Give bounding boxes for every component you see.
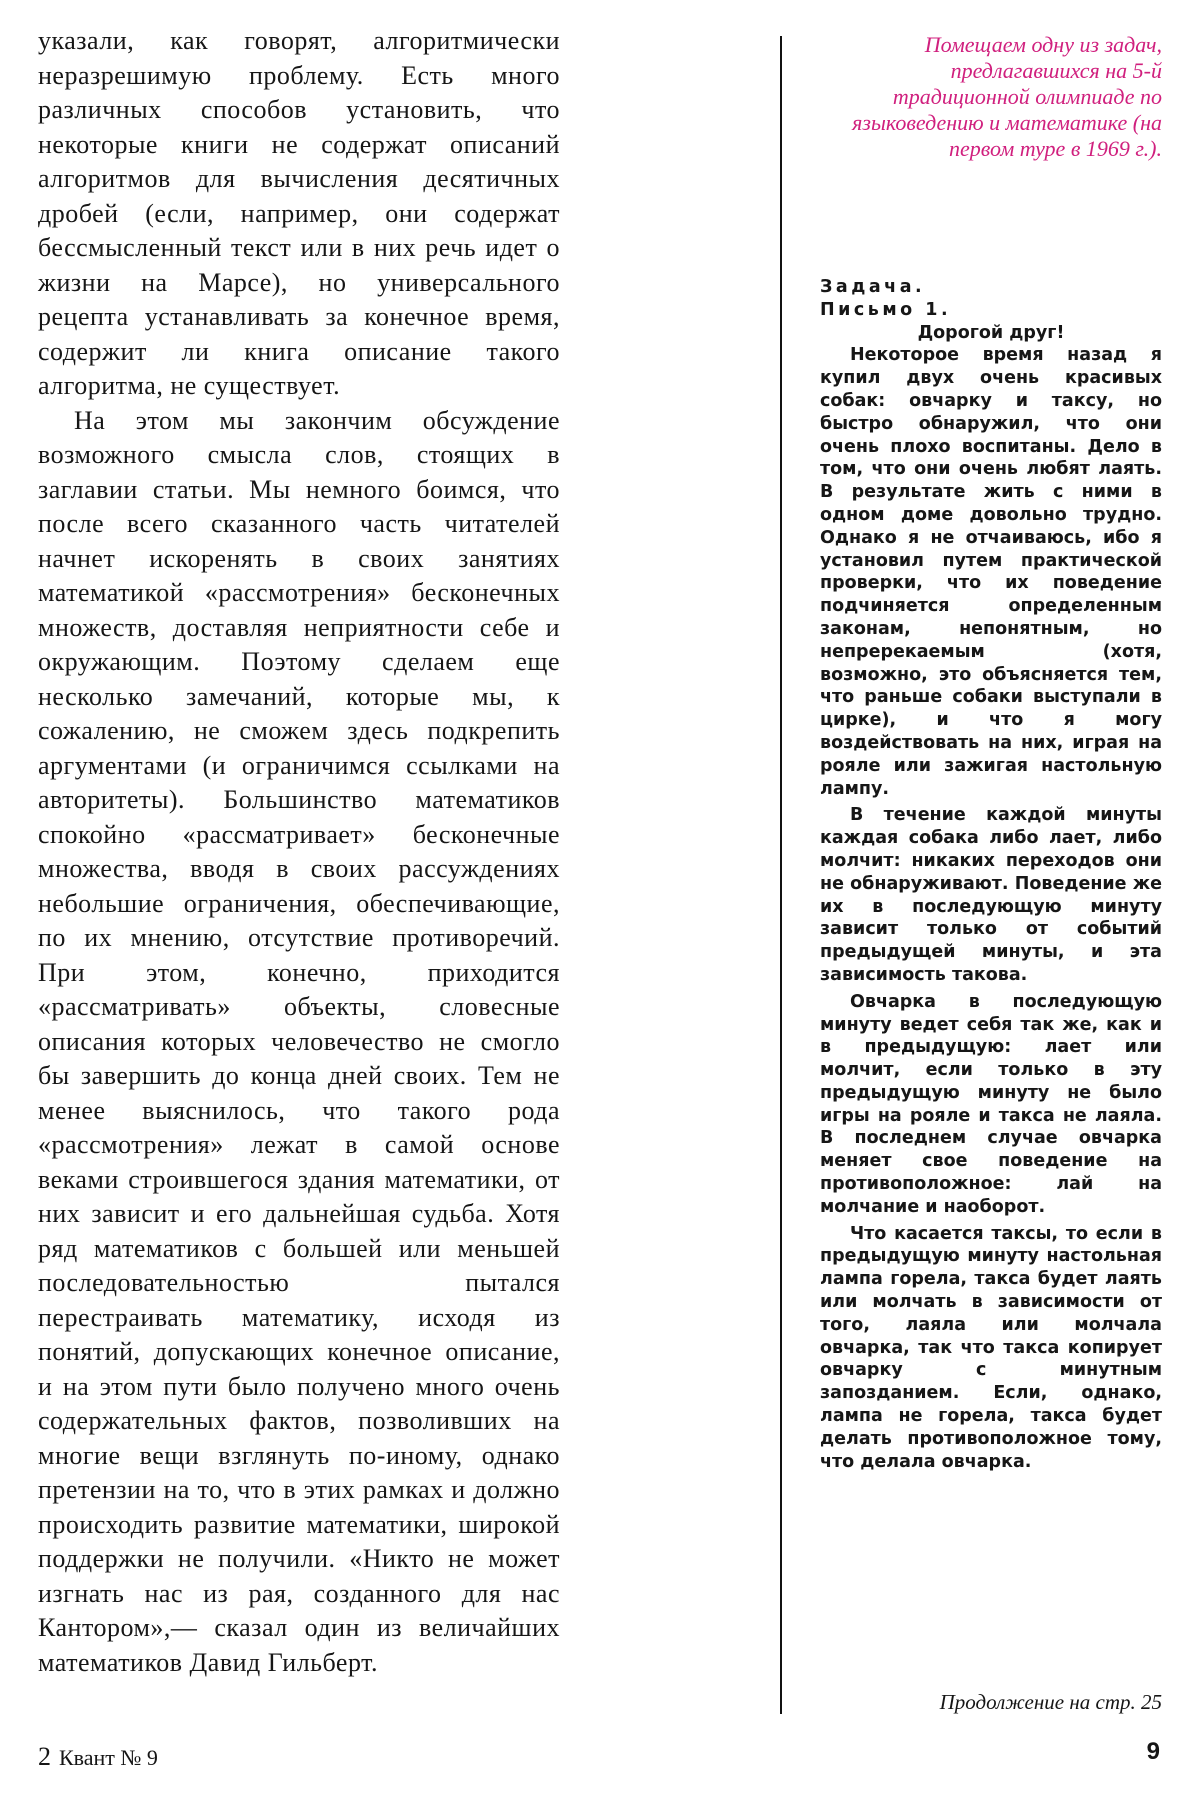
- letter-paragraph: Овчарка в последующую минуту ведет себя так же, как и в предыдущую: лает или молчит, если только в эту предыдущую минуту не было игры на рояле и такса не лаяла. В последнем случае овчарка меняет свое поведение на противоположное: лай на молчание и наоборот.: [820, 991, 1162, 1217]
- print-signature: [38, 1742, 158, 1772]
- article-paragraph: указали, как говорят, алгоритмически неразрешимую проблему. Есть много различных способов установить, что некоторые книги не содержат описаний алгоритмов для вычисления десятичных дробей (если, например, они содержат бессмысленный текст или в них речь идет о жизни на Марсе), но универсального рецепта устанавливать за конечное время, содержит ли книга описание такого алгоритма, не существует.: [38, 26, 560, 400]
- continued-note: Продолжение на стр. 25: [939, 1690, 1162, 1714]
- task-heading: Задача.: [820, 277, 926, 297]
- editorial-intro: Помещаем одну из задач, предлагавшихся на 5-й традиционной олимпиаде по языковедению и математике (на первом туре в 1969 г.).: [852, 32, 1162, 161]
- letter-paragraph: Что касается таксы, то если в предыдущую минуту настольная лампа горела, такса будет лаять или молчать в зависимости от того, лаяла или молчала овчарка, так что такса копирует овчарку с минутным запозданием. Если, однако, лампа не горела, такса будет делать противоположное тому, что делала овчарка.: [820, 1223, 1162, 1472]
- letter-greeting: Дорогой друг!: [917, 322, 1065, 343]
- letter-heading: Письмо 1.: [820, 299, 952, 320]
- main-article-column: [38, 24, 560, 1680]
- letter-paragraph: Некоторое время назад я купил двух очень красивых собак: овчарку и таксу, но быстро обнаружил, что они очень плохо воспитаны. Дело в том, что они очень любят лаять. В результате жить с ними в одном доме довольно трудно. Однако я не отчаиваюсь, ибо я установил путем практической проверки, что их поведение подчиняется определенным законам, непонятным, но непререкаемым (хотя, возможно, это объясняется тем, что раньше собаки выступали в цирке), и что я могу воздействовать на них, играя на рояле или зажигая настольную лампу.: [820, 345, 1162, 799]
- article-paragraph: На этом мы закончим обсуждение возможного смысла слов, стоящих в заглавии статьи. Мы немного боимся, что после всего сказанного часть читателей начнет искоренять в своих занятиях математикой «рассмотрения» бесконечных множеств, доставляя неприятности себе и окружающим. Поэтому сделаем еще несколько замечаний, которые мы, к сожалению, не сможем здесь подкрепить аргументами (и ограничимся ссылками на авторитеты). Большинство математиков спокойно «рассматривает» бесконечные множества, вводя в своих рассуждениях небольшие ограничения, обеспечивающие, по их мнению, отсутствие противоречий. При этом, конечно, приходится «рассматривать» объекты, словесные описания которых человечество не смогло бы завершить до конца дней своих. Тем не менее выяснилось, что такого рода «рассмотрения» лежат в самой основе веками строившегося здания математики, от них зависит и его дальнейшая судьба. Хотя ряд математиков с большей или меньшей последовательностью пытался перестраивать математику, исходя из понятий, допускающих конечное описание, и на этом пути было получено много очень содержательных фактов, позволивших на многие вещи взглянуть по-иному, однако претензии на то, что в этих рамках и должно происходить развитие математики, широкой поддержки не получили. «Никто не может изгнать нас из рая, созданного для нас Кантором»,— сказал один из величайших математиков Давид Гильберт.: [38, 405, 560, 1677]
- signature-number: 2: [38, 1742, 51, 1771]
- page-number: 9: [1146, 1738, 1160, 1765]
- signature-text: Квант № 9: [59, 1745, 158, 1770]
- column-divider: [780, 36, 782, 1714]
- problem-letter: [820, 276, 1162, 1473]
- letter-paragraph: В течение каждой минуты каждая собака либо лает, либо молчит: никаких переходов они не обнаруживают. Поведение же их в последующую минуту зависит только от событий предыдущей минуты, и эта зависимость такова.: [820, 805, 1162, 985]
